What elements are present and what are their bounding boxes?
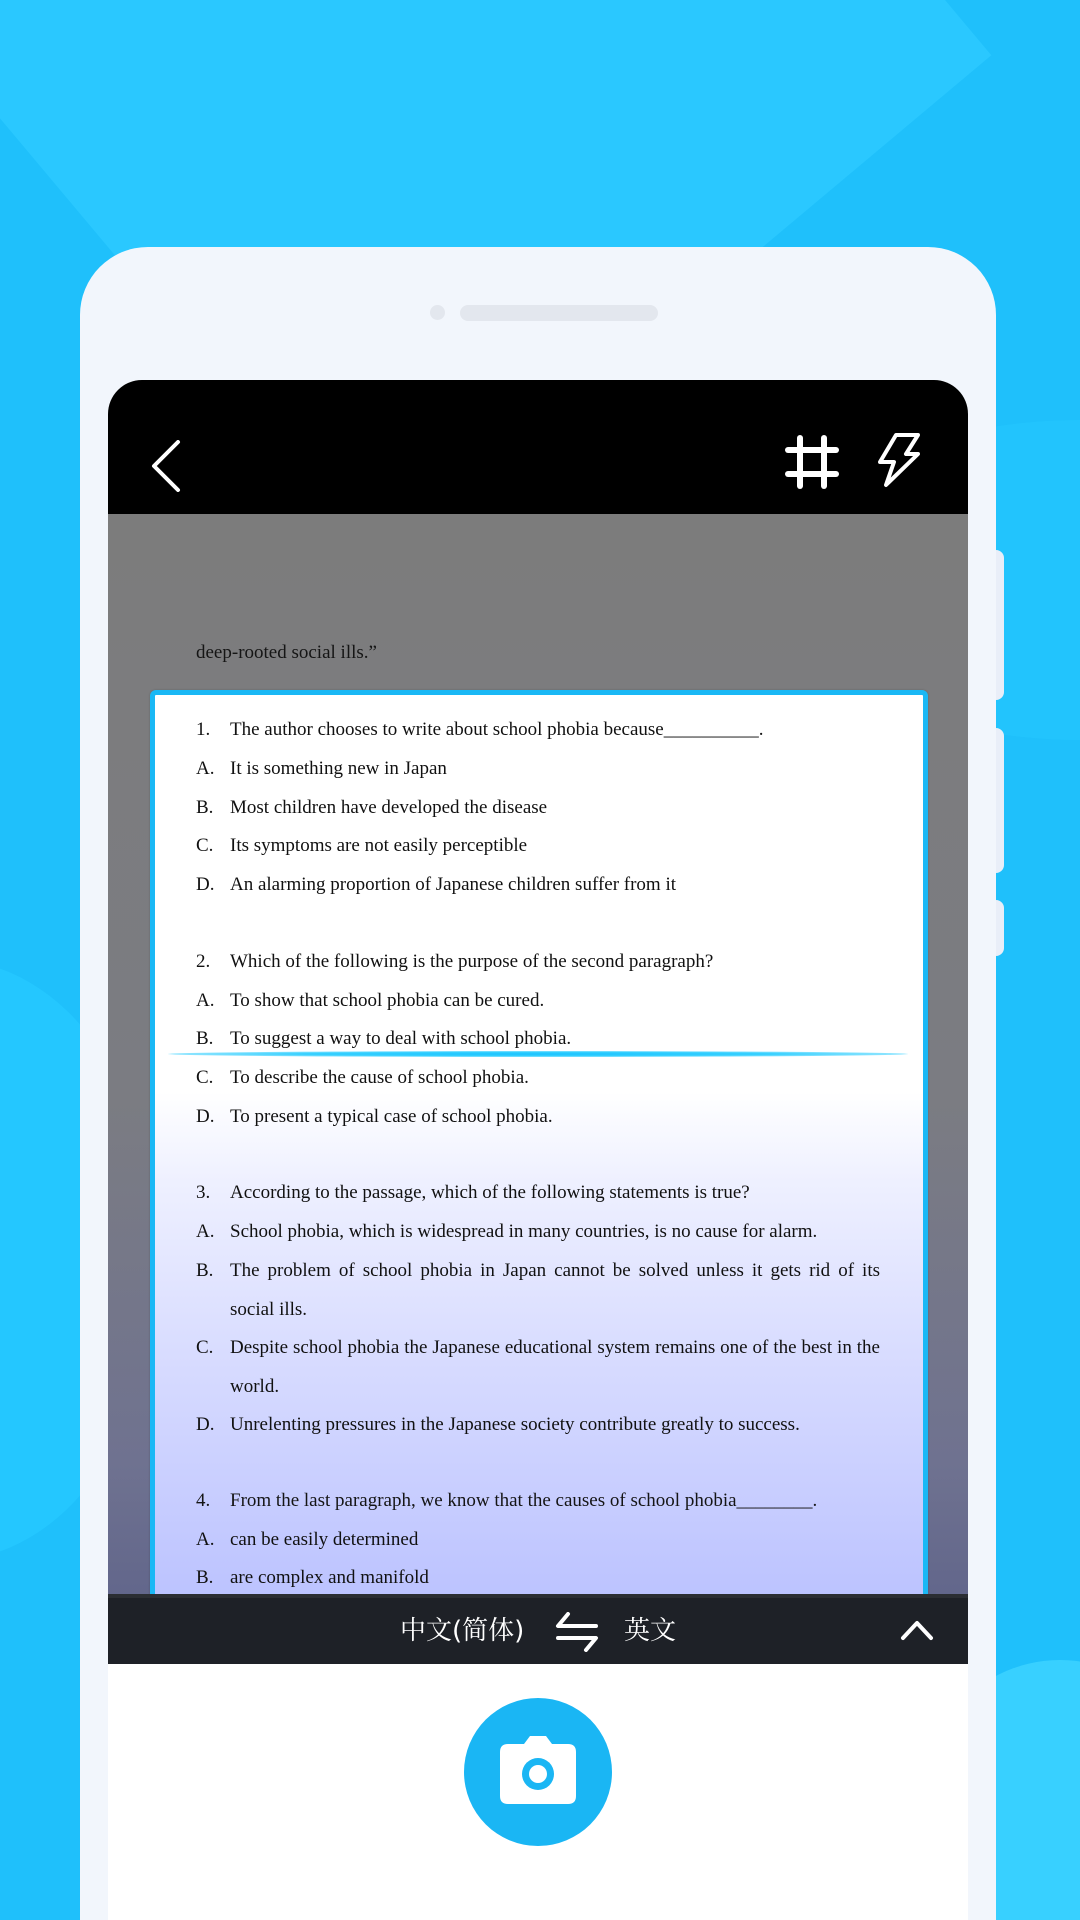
flash-button[interactable] <box>874 432 922 488</box>
swap-languages-button[interactable] <box>554 1612 600 1652</box>
scan-frame[interactable] <box>150 690 928 1602</box>
shutter-button[interactable] <box>464 1698 612 1846</box>
language-bar <box>108 1594 968 1664</box>
scan-line <box>168 1051 908 1057</box>
phone-side-button <box>996 550 1004 700</box>
back-button[interactable] <box>148 440 188 492</box>
source-language[interactable]: 中文(简体) <box>400 1616 525 1646</box>
camera-toolbar <box>108 380 968 514</box>
phone-camera-dot <box>430 305 445 320</box>
crop-icon <box>784 434 840 490</box>
chevron-left-icon <box>148 440 188 492</box>
phone-side-button <box>996 728 1004 873</box>
document-text: deep-rooted social ills.” <box>196 642 377 663</box>
flash-icon <box>874 432 922 488</box>
phone-speaker <box>460 305 658 321</box>
swap-arrows-icon <box>554 1612 600 1652</box>
chevron-up-icon <box>900 1618 934 1642</box>
crop-button[interactable] <box>784 434 840 490</box>
bottom-panel <box>108 1664 968 1920</box>
camera-icon <box>498 1734 578 1810</box>
expand-language-button[interactable] <box>900 1618 934 1642</box>
phone-side-button <box>996 900 1004 956</box>
target-language[interactable]: 英文 <box>624 1616 677 1646</box>
